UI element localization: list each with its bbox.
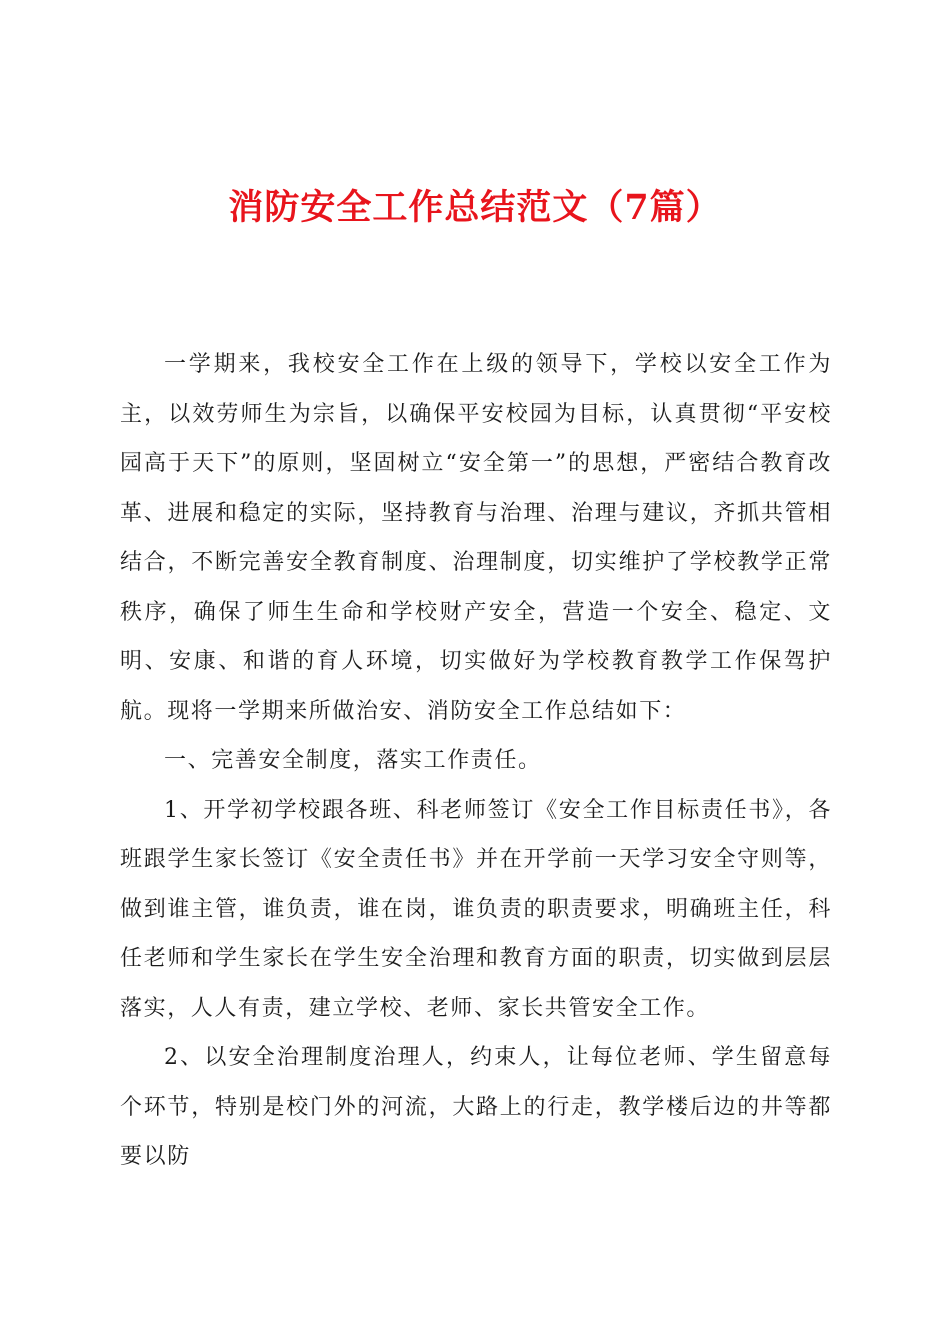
- section-heading-1: 一、完善安全制度，落实工作责任。: [164, 748, 542, 773]
- paragraph-intro: 一学期来，我校安全工作在上级的领导下，学校以安全工作为主，以效劳师生为宗旨，以确保平安校园为目标，认真贯彻“平安校园高于天下”的原则，坚固树立“安全第一”的思想，严密结合教育改革、进展和稳定的实际，坚持教育与治理、治理与建议，齐抓共管相结合，不断完善安全教育制度、治理制度，切实维护了学校教学正常秩序，确保了师生生命和学校财产安全，营造一个安全、稳定、文明、安康、和谐的育人环境，切实做好为学校教育教学工作保驾护航。现将一学期来所做治安、消防安全工作总结如下：: [120, 352, 832, 724]
- paragraph-item-2: 2、以安全治理制度治理人，约束人，让每位老师、学生留意每个环节，特别是校门外的河流，大路上的行走，教学楼后边的井等都要以防: [120, 1045, 832, 1169]
- document-body: [120, 340, 832, 1182]
- paragraph-item-1: 1、开学初学校跟各班、科老师签订《安全工作目标责任书》，各班跟学生家长签订《安全责任书》并在开学前一天学习安全守则等，做到谁主管，谁负责，谁在岗，谁负责的职责要求，明确班主任，科任老师和学生家长在学生安全治理和教育方面的职责，切实做到层层落实，人人有责，建立学校、老师、家长共管安全工作。: [120, 797, 832, 1021]
- document-title: 消防安全工作总结范文（7篇）: [228, 187, 722, 228]
